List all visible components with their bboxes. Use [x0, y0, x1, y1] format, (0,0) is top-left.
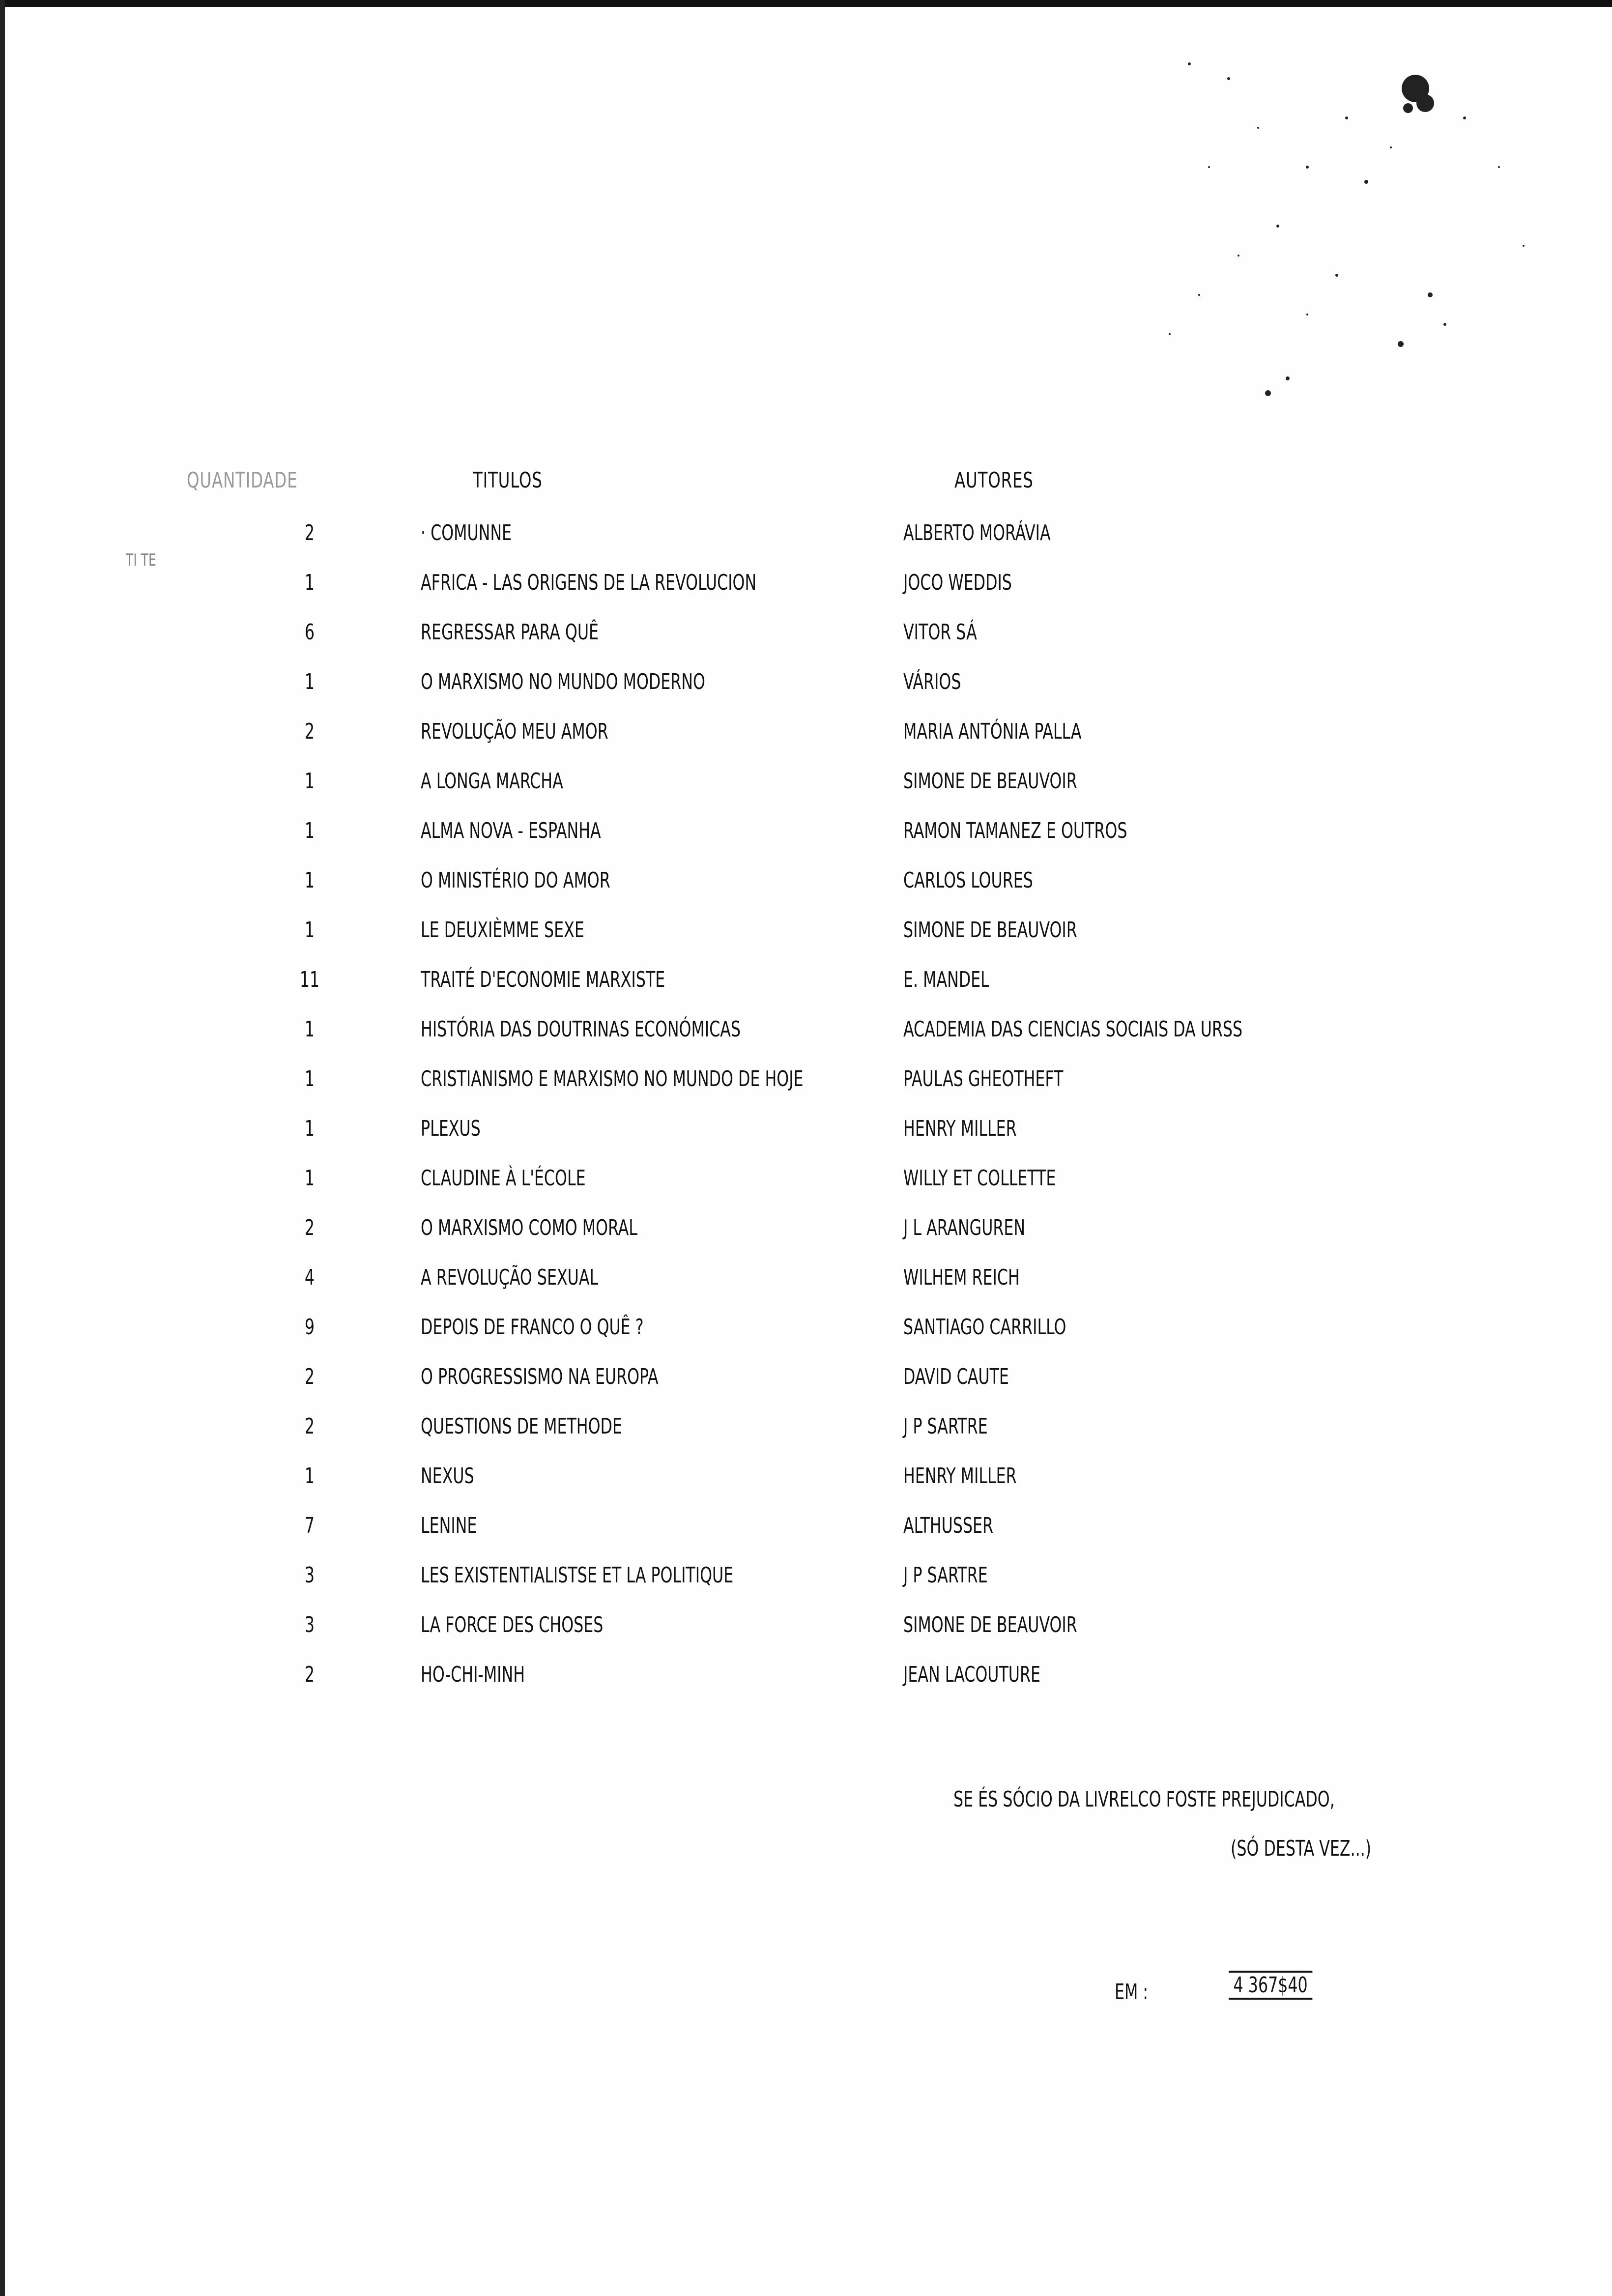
table-row [0, 768, 1612, 817]
table-row [0, 569, 1612, 619]
table-row [0, 1413, 1612, 1463]
row-title: LES EXISTENTIALISTSE ET LA POLITIQUE [421, 1563, 734, 1588]
row-title: A LONGA MARCHA [421, 769, 563, 794]
row-quantity: 1 [304, 918, 315, 943]
table-row [0, 1165, 1612, 1214]
row-title: LA FORCE DES CHOSES [421, 1612, 604, 1637]
table-row [0, 1512, 1612, 1562]
row-title: CLAUDINE À L'ÉCOLE [421, 1166, 586, 1191]
row-quantity: 1 [304, 868, 315, 893]
row-quantity: 11 [299, 967, 320, 992]
table-row [0, 1214, 1612, 1264]
row-title: REGRESSAR PARA QUÊ [421, 620, 599, 645]
row-author: MARIA ANTÓNIA PALLA [903, 719, 1082, 744]
book-list [0, 519, 1612, 1711]
row-author: J P SARTRE [903, 1563, 988, 1588]
table-row [0, 817, 1612, 867]
column-header-titles: TITULOS [473, 468, 543, 493]
row-author: SANTIAGO CARRILLO [903, 1315, 1066, 1340]
row-quantity: 1 [304, 669, 315, 694]
row-author: SIMONE DE BEAUVOIR [903, 769, 1077, 794]
row-title: ALMA NOVA - ESPANHA [421, 818, 601, 843]
row-quantity: 1 [304, 818, 315, 843]
row-title: O MARXISMO COMO MORAL [421, 1215, 637, 1240]
row-author: J P SARTRE [903, 1414, 988, 1439]
ink-specks [934, 20, 1612, 462]
row-quantity: 2 [304, 1414, 315, 1439]
row-author: HENRY MILLER [903, 1116, 1017, 1141]
row-author: RAMON TAMANEZ E OUTROS [903, 818, 1127, 843]
row-title: PLEXUS [421, 1116, 481, 1141]
row-author: J L ARANGUREN [903, 1215, 1026, 1240]
row-quantity: 1 [304, 1066, 315, 1091]
row-quantity: 2 [304, 520, 315, 545]
row-author: JOCO WEDDIS [903, 570, 1012, 595]
row-title: · COMUNNE [421, 520, 512, 545]
table-row [0, 1661, 1612, 1711]
table-row [0, 519, 1612, 569]
row-author: WILLY ET COLLETTE [903, 1166, 1056, 1191]
total-amount: 4 367$40 [1229, 1971, 1312, 2000]
table-row [0, 1314, 1612, 1363]
row-title: O MINISTÉRIO DO AMOR [421, 868, 610, 893]
table-row [0, 1463, 1612, 1512]
row-author: ALBERTO MORÁVIA [903, 520, 1051, 545]
row-author: PAULAS GHEOTHEFT [903, 1066, 1064, 1091]
table-row [0, 917, 1612, 966]
row-quantity: 1 [304, 1166, 315, 1191]
row-title: LE DEUXIÈMME SEXE [421, 918, 584, 943]
row-title: HISTÓRIA DAS DOUTRINAS ECONÓMICAS [421, 1017, 741, 1042]
scan-top-edge [0, 0, 1612, 7]
table-row [0, 1115, 1612, 1165]
row-quantity: 1 [304, 570, 315, 595]
table-row [0, 668, 1612, 718]
row-title: CRISTIANISMO E MARXISMO NO MUNDO DE HOJE [421, 1066, 804, 1091]
row-author: HENRY MILLER [903, 1464, 1017, 1489]
row-author: E. MANDEL [903, 967, 989, 992]
row-quantity: 4 [304, 1265, 315, 1290]
row-title: A REVOLUÇÃO SEXUAL [421, 1265, 599, 1290]
row-author: DAVID CAUTE [903, 1364, 1009, 1389]
row-author: SIMONE DE BEAUVOIR [903, 1612, 1077, 1637]
row-title: O PROGRESSISMO NA EUROPA [421, 1364, 659, 1389]
row-title: DEPOIS DE FRANCO O QUÊ ? [421, 1315, 644, 1340]
column-header-authors: AUTORES [954, 468, 1034, 493]
row-title: O MARXISMO NO MUNDO MODERNO [421, 669, 705, 694]
row-author: VITOR SÁ [903, 620, 977, 645]
row-quantity: 2 [304, 719, 315, 744]
row-author: VÁRIOS [903, 669, 961, 694]
row-title: REVOLUÇÃO MEU AMOR [421, 719, 608, 744]
row-author: ACADEMIA DAS CIENCIAS SOCIAIS DA URSS [903, 1017, 1243, 1042]
row-quantity: 2 [304, 1364, 315, 1389]
table-row [0, 1264, 1612, 1314]
row-quantity: 2 [304, 1215, 315, 1240]
column-header-quantity: QUANTIDADE [187, 468, 298, 493]
table-row [0, 867, 1612, 917]
row-author: ALTHUSSER [903, 1513, 994, 1538]
row-quantity: 2 [304, 1662, 315, 1687]
row-quantity: 7 [304, 1513, 315, 1538]
table-row [0, 1611, 1612, 1661]
table-row [0, 1363, 1612, 1413]
faint-side-note: TI TE [126, 550, 156, 570]
row-title: HO-CHI-MINH [421, 1662, 525, 1687]
table-row [0, 718, 1612, 768]
row-quantity: 3 [304, 1563, 315, 1588]
table-row [0, 619, 1612, 668]
row-title: LENINE [421, 1513, 477, 1538]
row-quantity: 1 [304, 769, 315, 794]
row-quantity: 1 [304, 1464, 315, 1489]
row-quantity: 9 [304, 1315, 315, 1340]
row-author: CARLOS LOURES [903, 868, 1033, 893]
row-author: JEAN LACOUTURE [903, 1662, 1040, 1687]
row-author: SIMONE DE BEAUVOIR [903, 918, 1077, 943]
table-row [0, 1562, 1612, 1611]
total-label: EM : [1115, 1980, 1149, 2005]
table-row [0, 1016, 1612, 1065]
row-title: NEXUS [421, 1464, 474, 1489]
row-title: QUESTIONS DE METHODE [421, 1414, 622, 1439]
row-quantity: 1 [304, 1116, 315, 1141]
footer-note-line-1: SE ÉS SÓCIO DA LIVRELCO FOSTE PREJUDICADO, [953, 1787, 1335, 1812]
row-quantity: 1 [304, 1017, 315, 1042]
row-quantity: 3 [304, 1612, 315, 1637]
row-title: AFRICA - LAS ORIGENS DE LA REVOLUCION [421, 570, 757, 595]
footer-note-line-2: (SÓ DESTA VEZ...) [1231, 1836, 1372, 1861]
row-title: TRAITÉ D'ECONOMIE MARXISTE [421, 967, 665, 992]
table-row [0, 1065, 1612, 1115]
row-quantity: 6 [304, 620, 315, 645]
row-author: WILHEM REICH [903, 1265, 1020, 1290]
table-row [0, 966, 1612, 1016]
